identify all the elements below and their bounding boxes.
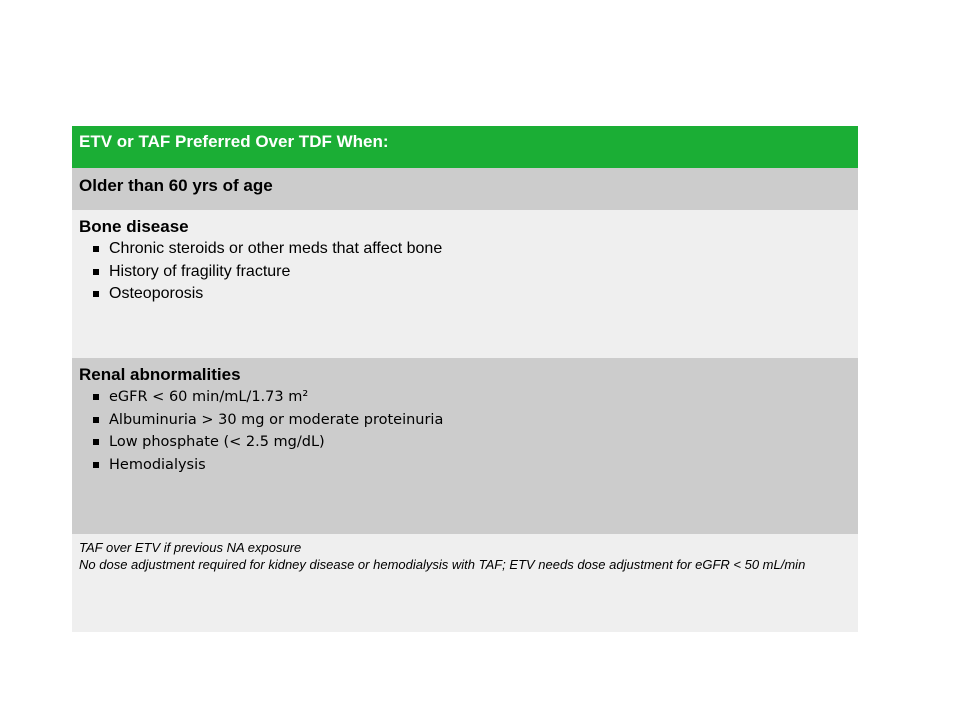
recommendation-table	[72, 126, 858, 632]
list-item	[93, 431, 850, 454]
square-bullet-icon	[93, 417, 99, 423]
list-item-text: Osteoporosis	[109, 285, 204, 302]
list-item	[93, 409, 850, 432]
notes-row	[72, 534, 858, 632]
list-item	[93, 261, 850, 284]
table-header-text: ETV or TAF Preferred Over TDF When:	[79, 132, 389, 151]
list-item	[93, 238, 850, 261]
square-bullet-icon	[93, 269, 99, 275]
bone-disease-list	[79, 238, 850, 306]
table-header-row	[72, 126, 858, 168]
list-item	[93, 454, 850, 477]
age-text: Older than 60 yrs of age	[79, 176, 273, 195]
list-item	[93, 386, 850, 409]
bone-disease-title: Bone disease	[79, 217, 189, 236]
square-bullet-icon	[93, 394, 99, 400]
list-item-text: Chronic steroids or other meds that affect bone	[109, 240, 443, 257]
list-item-text: Hemodialysis	[109, 456, 206, 473]
note-dose-adjustment: No dose adjustment required for kidney disease or hemodialysis with TAF; ETV needs dose adjustment for eGFR < 50 mL/min	[79, 557, 806, 572]
renal-abnormalities-title: Renal abnormalities	[79, 365, 241, 384]
note-previous-na-exposure: TAF over ETV if previous NA exposure	[79, 540, 302, 555]
list-item-text: History of fragility fracture	[109, 262, 291, 280]
square-bullet-icon	[93, 291, 99, 297]
list-item-text: Low phosphate (< 2.5 mg/dL)	[109, 434, 325, 450]
square-bullet-icon	[93, 439, 99, 445]
list-item	[93, 283, 850, 306]
renal-abnormalities-list	[79, 386, 850, 476]
age-row	[72, 168, 858, 210]
list-item-text: eGFR < 60 min/mL/1.73 m²	[109, 389, 309, 405]
bone-disease-row	[72, 210, 858, 358]
renal-abnormalities-row	[72, 358, 858, 534]
list-item-text: Albuminuria > 30 mg or moderate proteinuria	[109, 411, 444, 428]
square-bullet-icon	[93, 462, 99, 468]
square-bullet-icon	[93, 246, 99, 252]
